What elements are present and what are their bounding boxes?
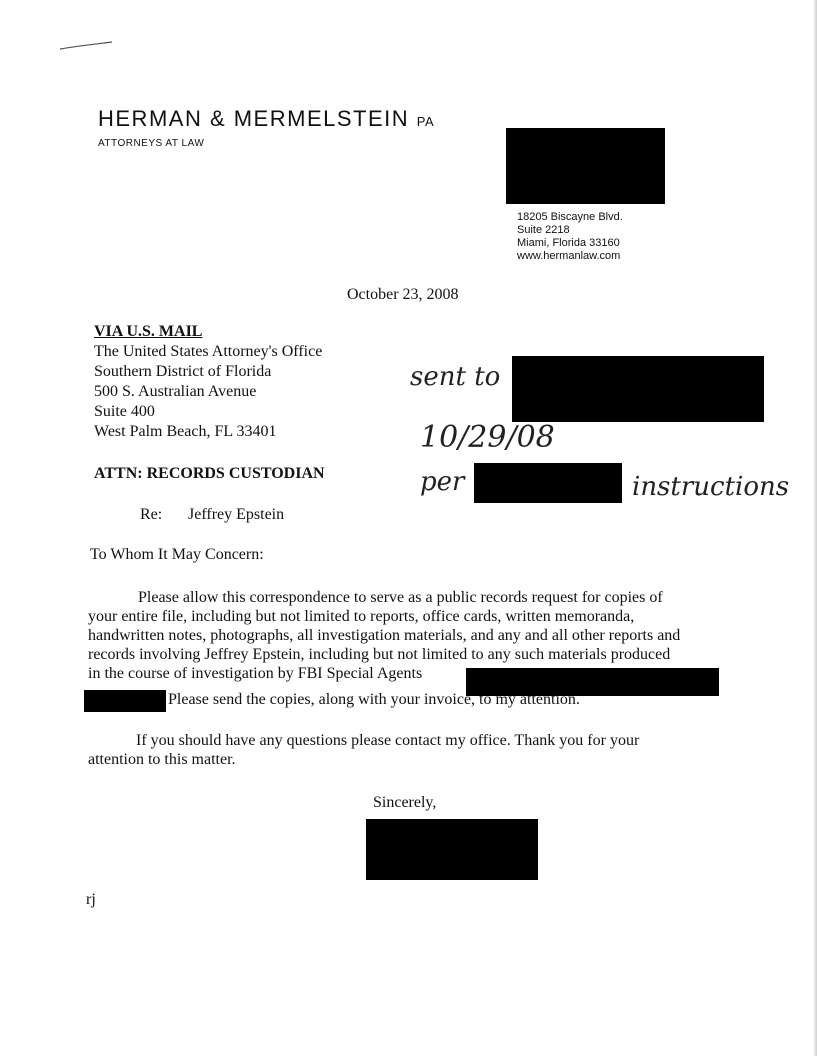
- handwritten-per: per: [420, 467, 465, 497]
- redaction-box-letterhead: [506, 128, 665, 204]
- body-line: Please send the copies, along with your invoice, to my attention.: [168, 691, 580, 708]
- redaction-box-line-start: [84, 690, 166, 712]
- delivery-method: VIA U.S. MAIL: [94, 323, 203, 340]
- salutation: To Whom It May Concern:: [90, 546, 264, 563]
- re-value: Jeffrey Epstein: [188, 506, 285, 523]
- handwritten-sent-to: sent to: [410, 362, 501, 392]
- closing-line: attention to this matter.: [88, 751, 236, 768]
- handwritten-date: 10/29/08: [420, 420, 555, 455]
- address-line: 18205 Biscayne Blvd.: [517, 211, 623, 223]
- redaction-box-signature: [366, 819, 538, 880]
- address-line: Suite 2218: [517, 224, 570, 236]
- firm-name: [98, 106, 434, 132]
- scan-edge: [813, 0, 817, 1056]
- redaction-box-per: [474, 463, 622, 503]
- body-line: your entire file, including but not limited to reports, office cards, written memoranda,: [88, 608, 635, 625]
- body-line: handwritten notes, photographs, all investigation materials, and any and all other reports and: [88, 627, 681, 644]
- firm-address: [517, 211, 623, 263]
- signoff: Sincerely,: [373, 794, 437, 811]
- recipient-line: 500 S. Australian Avenue: [94, 383, 257, 400]
- firm-suffix: PA: [416, 114, 435, 129]
- letter-date: October 23, 2008: [347, 286, 459, 303]
- address-line: Miami, Florida 33160: [517, 237, 620, 249]
- body-line: records involving Jeffrey Epstein, including but not limited to any such materials produced: [88, 646, 671, 663]
- handwritten-instructions: instructions: [632, 472, 790, 502]
- body-line: in the course of investigation by FBI Special Agents: [88, 665, 423, 682]
- body-line: Please allow this correspondence to serve as a public records request for copies of: [138, 589, 663, 606]
- redaction-box-sent-to: [512, 356, 764, 422]
- address-line: www.hermanlaw.com: [517, 250, 621, 262]
- recipient-line: Southern District of Florida: [94, 363, 272, 380]
- typist-initials: rj: [86, 891, 96, 908]
- closing-line: If you should have any questions please contact my office. Thank you for your: [136, 732, 640, 749]
- recipient-line: The United States Attorney's Office: [94, 343, 323, 360]
- recipient-line: West Palm Beach, FL 33401: [94, 423, 277, 440]
- scan-mark: [58, 40, 114, 52]
- firm-subtitle: ATTORNEYS AT LAW: [98, 138, 205, 149]
- firm-name-text: HERMAN & MERMELSTEIN: [98, 106, 410, 131]
- recipient-block: [94, 342, 322, 442]
- recipient-line: Suite 400: [94, 403, 155, 420]
- attn-line: ATTN: RECORDS CUSTODIAN: [94, 465, 325, 482]
- re-label: Re:: [140, 506, 163, 523]
